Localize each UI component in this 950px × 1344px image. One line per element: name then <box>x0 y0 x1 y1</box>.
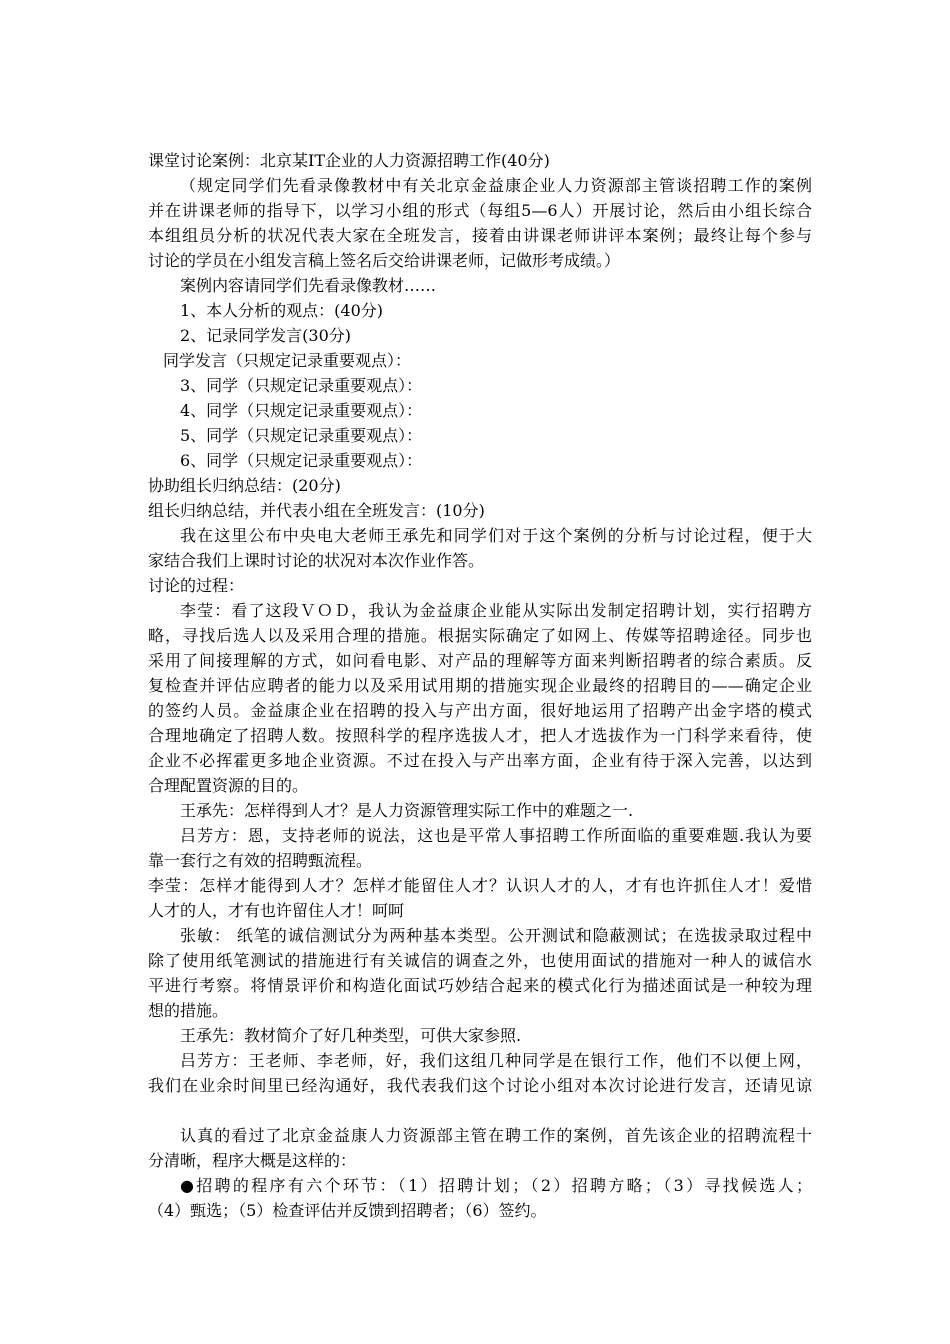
discussion-line: 王承先：教材简介了好几种类型，可供大家参照. <box>180 1026 522 1045</box>
process-heading: 讨论的过程： <box>148 576 245 595</box>
publish-line: 我在这里公布中央电大老师王承先和同学们对于这个案例的分析与讨论过程，便于大 <box>180 526 812 545</box>
peer-item: 5、同学（只规定记录重要观点）： <box>180 426 423 445</box>
discussion-line: 略，寻找后选人以及采用合理的措施。根据实际确定了如网上、传媒等招聘途径。同步也 <box>148 626 812 645</box>
assist-summary: 协助组长归纳总结：(20分) <box>148 476 341 495</box>
publish-line: 家结合我们上课时讨论的状况对本次作业作答。 <box>148 551 485 570</box>
analysis-line: 分清晰，程序大概是这样的： <box>148 1151 357 1170</box>
discussion-line: 除了使用纸笔测试的措施进行有关诚信的调查之外，也使用面试的措施对一种人的诚信水 <box>148 951 812 970</box>
leader-summary: 组长归纳总结，并代表小组在全班发言：(10分) <box>148 501 485 520</box>
case-note: 案例内容请同学们先看录像教材…… <box>180 276 437 295</box>
discussion-line: 合理地确定了招聘人数。按照科学的程序选拔人才，把人才选拔作为一门科学来看待，使 <box>148 726 812 745</box>
steps-line: ●招聘的程序有六个环节：（1）招聘计划；（2）招聘方略；（3）寻找候选人； <box>180 1176 812 1195</box>
peer-item: 3、同学（只规定记录重要观点）： <box>180 376 423 395</box>
discussion-line: 吕芳方：恩，支持老师的说法，这也是平常人事招聘工作所面临的重要难题.我认为要 <box>180 826 812 845</box>
peer-item: 4、同学（只规定记录重要观点）： <box>180 401 423 420</box>
discussion-line: 采用了间接理解的方式，如问看电影、对产品的理解等方面来判断招聘者的综合素质。反 <box>148 651 812 670</box>
discussion-line: 李莹：看了这段ＶＯＤ，我认为金益康企业能从实际出发制定招聘计划，实行招聘方 <box>180 601 812 620</box>
discussion-line: 人才的人，才有也许留住人才！呵呵 <box>148 901 405 920</box>
analysis-line: 认真的看过了北京金益康人力资源部主管在聘工作的案例，首先该企业的招聘流程十 <box>180 1126 812 1145</box>
item-own-analysis: 1、本人分析的观点：(40分) <box>180 301 384 320</box>
peer-item: 6、同学（只规定记录重要观点）： <box>180 451 423 470</box>
discussion-line: 吕芳方：王老师、李老师，好，我们这组几种同学是在银行工作，他们不以便上网， <box>180 1051 812 1070</box>
discussion-line: 李莹：怎样才能得到人才？怎样才能留住人才？认识人才的人，才有也许抓住人才！爱惜 <box>148 876 812 895</box>
intro-line: 并在讲课老师的指导下，以学习小组的形式（每组5—6人）开展讨论，然后由小组长综合 <box>148 201 812 220</box>
discussion-line: 复检查并评估应聘者的能力以及采用试用期的措施实现企业最终的招聘目的——确定企业 <box>148 676 812 695</box>
steps-line: （4）甄选；（5）检查评估并反馈到招聘者；（6）签约。 <box>148 1201 547 1220</box>
discussion-line: 想的措施。 <box>148 1001 229 1020</box>
discussion-line: 平进行考察。将情景评价和构造化面试巧妙结合起来的模式化行为描述面试是一种较为理 <box>148 976 812 995</box>
discussion-line: 的签约人员。金益康企业在招聘的投入与产出方面，很好地运用了招聘产出金字塔的模式 <box>148 701 812 720</box>
discussion-line: 张敏： 纸笔的诚信测试分为两种基本类型。公开测试和隐蔽测试；在选拔录取过程中 <box>180 926 812 945</box>
discussion-line: 王承先：怎样得到人才？是人力资源管理实际工作中的难题之一. <box>180 801 634 820</box>
discussion-line: 企业不必挥霍更多地企业资源。不过在投入与产出率方面，企业有待于深入完善，以达到 <box>148 751 812 770</box>
discussion-line: 我们在业余时间里已经沟通好，我代表我们这个讨论小组对本次讨论进行发言，还请见谅 <box>148 1076 812 1095</box>
discussion-line: 靠一套行之有效的招聘甄流程。 <box>148 851 373 870</box>
intro-line: （规定同学们先看录像教材中有关北京金益康企业人力资源部主管谈招聘工作的案例 <box>180 176 812 195</box>
document-title: 课堂讨论案例：北京某IT企业的人力资源招聘工作(40分) <box>148 151 550 170</box>
item-record-peers: 2、记录同学发言(30分) <box>180 326 352 345</box>
peer-heading: 同学发言（只规定记录重要观点）： <box>163 351 412 370</box>
discussion-line: 合理配置资源的目的。 <box>148 776 309 795</box>
intro-line: 本组组员分析的状况代表大家在全班发言，接着由讲课老师讲评本案例；最终让每个参与 <box>148 226 812 245</box>
intro-line: 讨论的学员在小组发言稿上签名后交给讲课老师，记做形考成绩。） <box>148 251 621 270</box>
